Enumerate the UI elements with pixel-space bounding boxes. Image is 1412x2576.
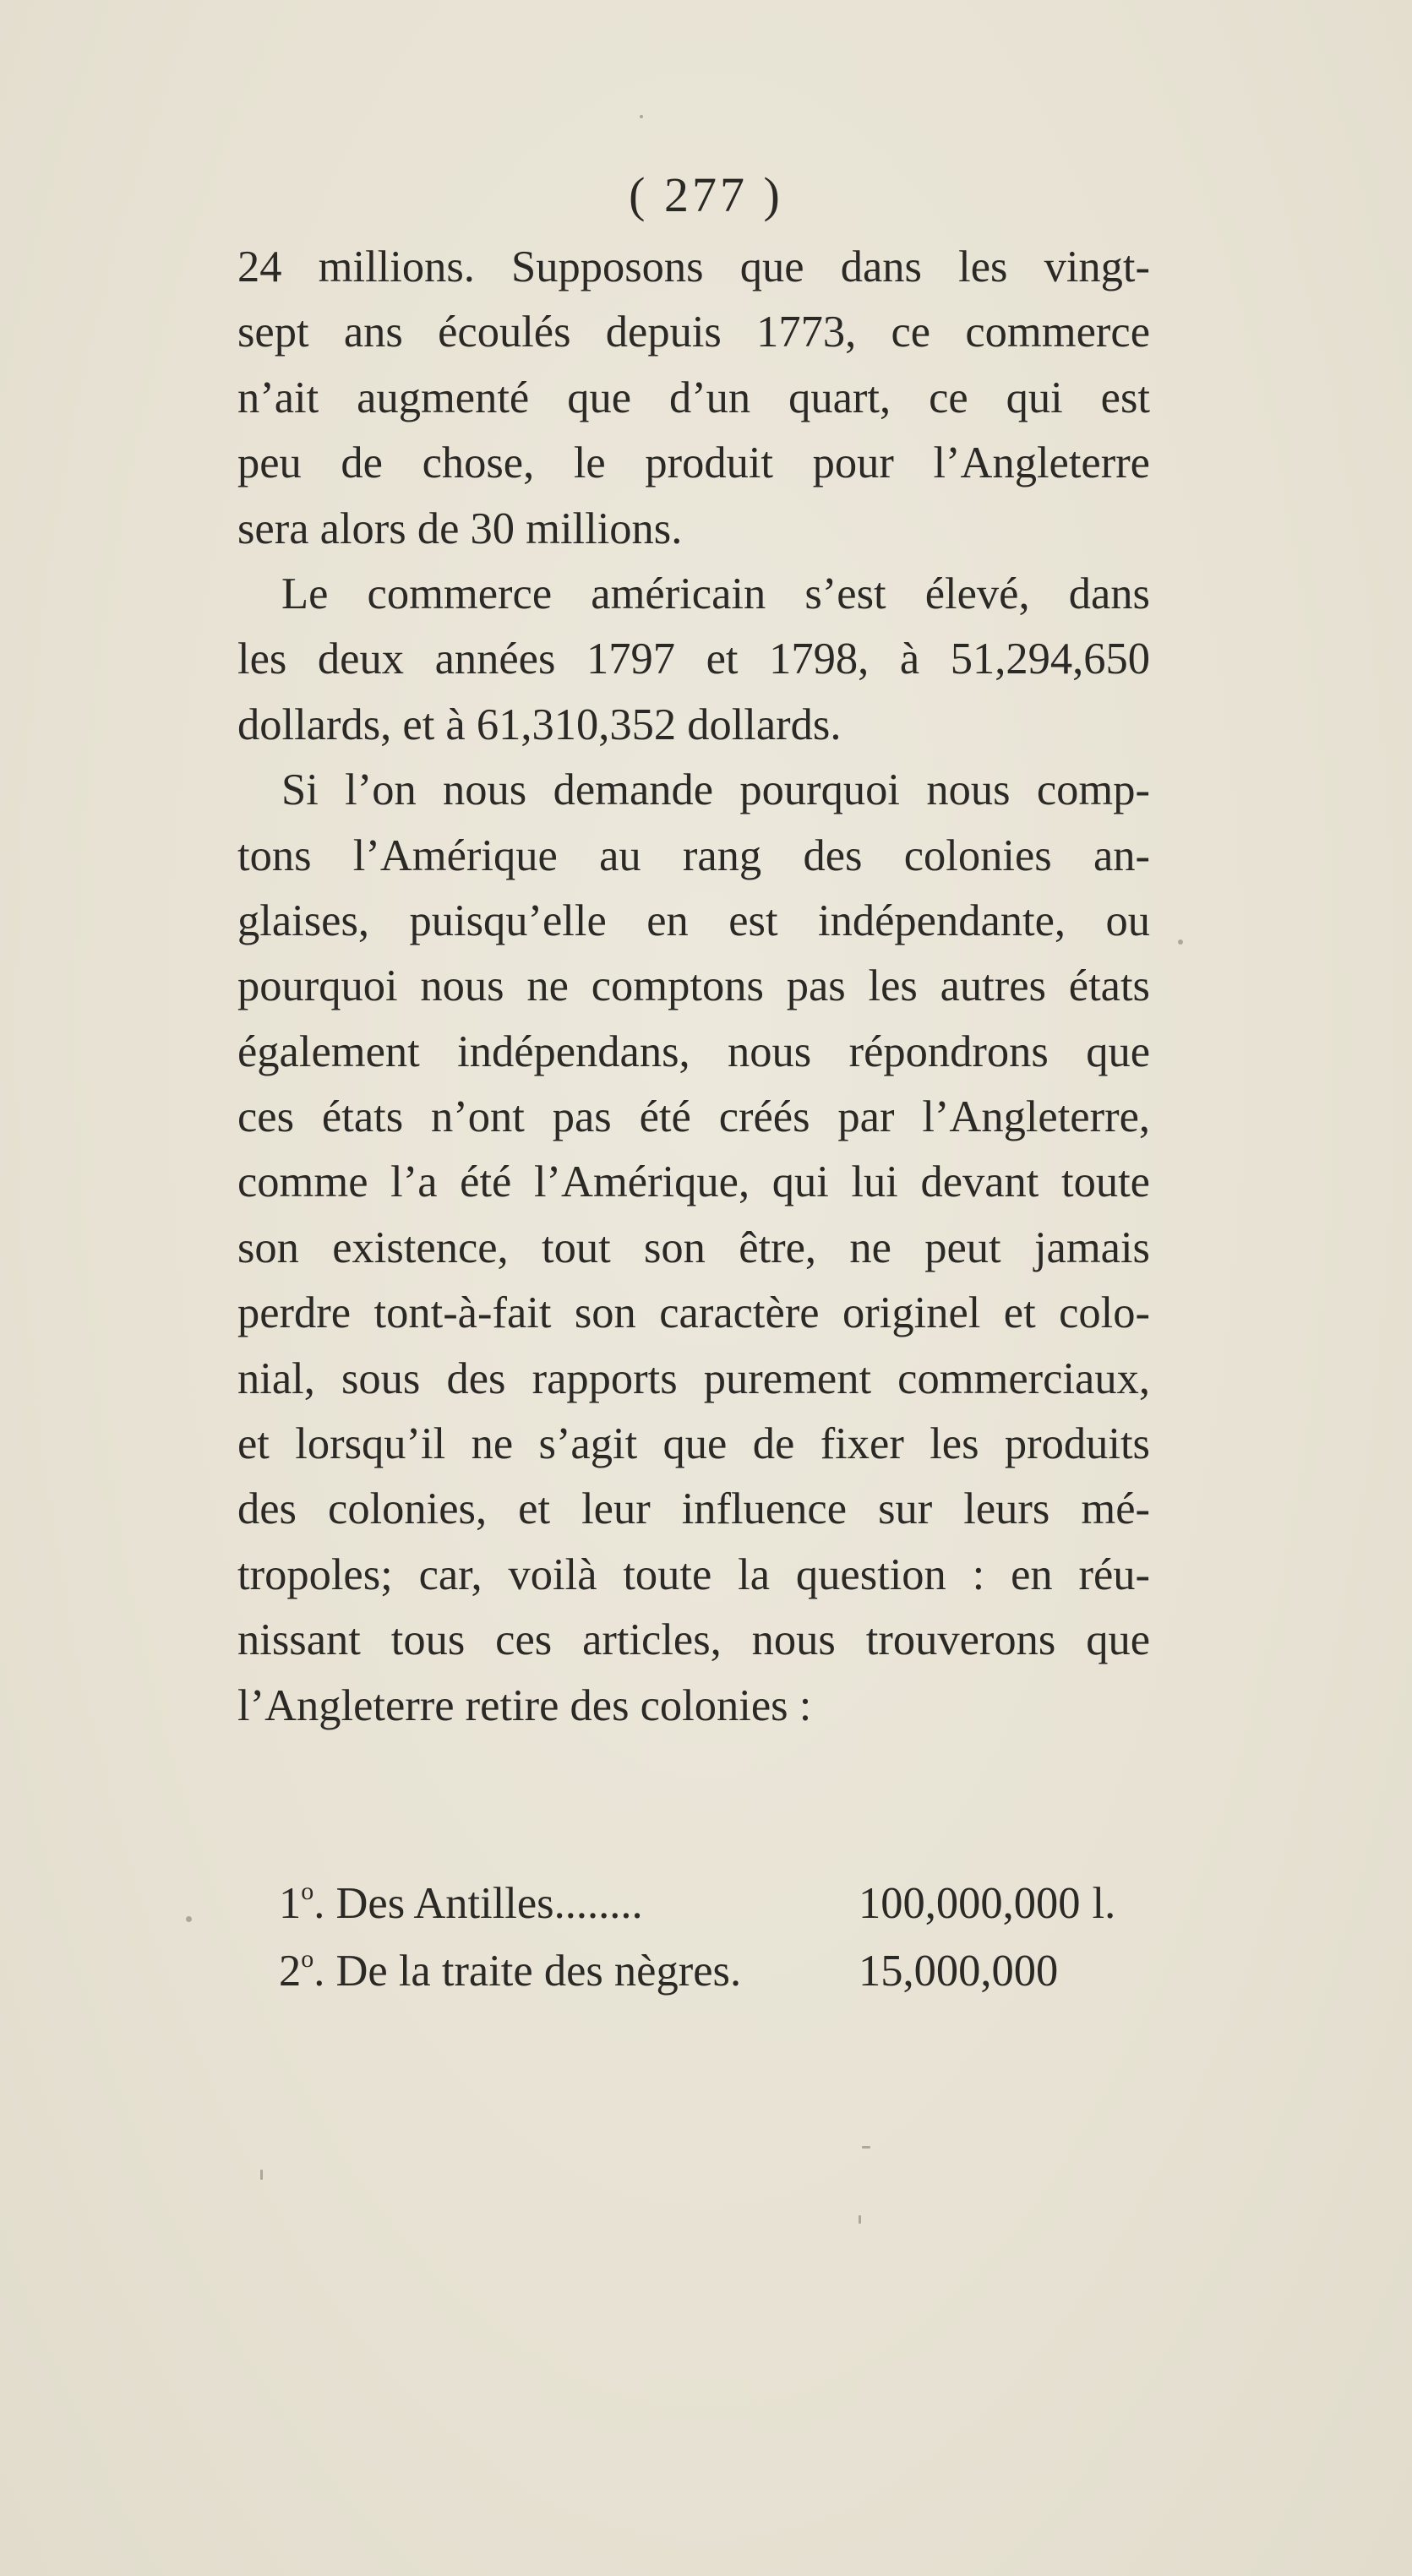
paragraph-3 <box>237 758 1150 1739</box>
amount-value: 15,000,000 <box>859 1947 1059 1996</box>
text-line: l’Angleterre retire des colonies : <box>237 1680 812 1730</box>
list-item-label <box>279 1870 643 1937</box>
amount-value: 100,000,000 <box>859 1879 1081 1928</box>
text-line: les deux années 1797 et 1798, à 51,294,650 <box>237 634 1150 684</box>
text-line: 24 millions. Supposons que dans les vingt- <box>237 242 1150 291</box>
paper-speck <box>862 2146 870 2148</box>
list-ordinal-suffix: o <box>301 1945 314 1973</box>
amount-unit: l. <box>1092 1879 1116 1928</box>
paragraph-2 <box>237 562 1150 758</box>
text-line: également indépendans, nous répondrons que <box>237 1027 1150 1076</box>
list-item <box>279 1870 1149 1937</box>
text-line: pourquoi nous ne comptons pas les autres états <box>237 961 1150 1011</box>
text-line: des colonies, et leur influence sur leurs mé- <box>237 1484 1150 1534</box>
text-line: nial, sous des rapports purement commerciaux, <box>237 1353 1150 1403</box>
paper-speck <box>186 1916 192 1922</box>
list-label-text: . Des Antilles........ <box>313 1879 643 1928</box>
text-line: peu de chose, le produit pour l’Angleterre <box>237 438 1150 488</box>
text-line: dollards, et à 61,310,352 dollards. <box>237 700 842 749</box>
revenue-list <box>279 1870 1149 2005</box>
text-line: perdre tont-à-fait son caractère originel et colo- <box>237 1288 1150 1338</box>
text-line: sept ans écoulés depuis 1773, ce commerce <box>237 308 1150 357</box>
paper-speck <box>1178 939 1183 945</box>
text-line: son existence, tout son être, ne peut jamais <box>237 1223 1150 1272</box>
page-number: ( 277 ) <box>629 167 783 222</box>
list-ordinal-suffix: o <box>301 1877 314 1905</box>
paper-speck <box>859 2215 861 2224</box>
list-item-amount <box>859 1937 1070 2005</box>
list-item <box>279 1937 1149 2005</box>
text-line: Si l’on nous demande pourquoi nous comp- <box>281 765 1150 815</box>
list-ordinal: 2 <box>279 1947 302 1996</box>
text-line: comme l’a été l’Amérique, qui lui devant toute <box>237 1157 1150 1207</box>
list-item-amount <box>859 1870 1115 1937</box>
text-line: glaises, puisqu’elle en est indépendante, ou <box>237 896 1150 945</box>
text-line: nissant tous ces articles, nous trouverons que <box>237 1615 1150 1665</box>
list-ordinal: 1 <box>279 1879 302 1928</box>
body-text <box>237 235 1150 1739</box>
text-line: et lorsqu’il ne s’agit que de fixer les produits <box>237 1419 1150 1469</box>
text-line: Le commerce américain s’est élevé, dans <box>281 569 1150 618</box>
text-line: tons l’Amérique au rang des colonies an- <box>237 831 1150 880</box>
list-item-label <box>279 1937 741 2005</box>
paper-speck <box>640 115 643 118</box>
text-line: sera alors de 30 millions. <box>237 504 683 553</box>
paper-speck <box>260 2170 263 2180</box>
paragraph-1 <box>237 235 1150 562</box>
text-line: n’ait augmenté que d’un quart, ce qui est <box>237 373 1150 422</box>
text-line: ces états n’ont pas été créés par l’Angleterre, <box>237 1092 1150 1142</box>
list-label-text: . De la traite des nègres. <box>313 1947 742 1996</box>
text-line: tropoles; car, voilà toute la question : en réu- <box>237 1549 1150 1599</box>
